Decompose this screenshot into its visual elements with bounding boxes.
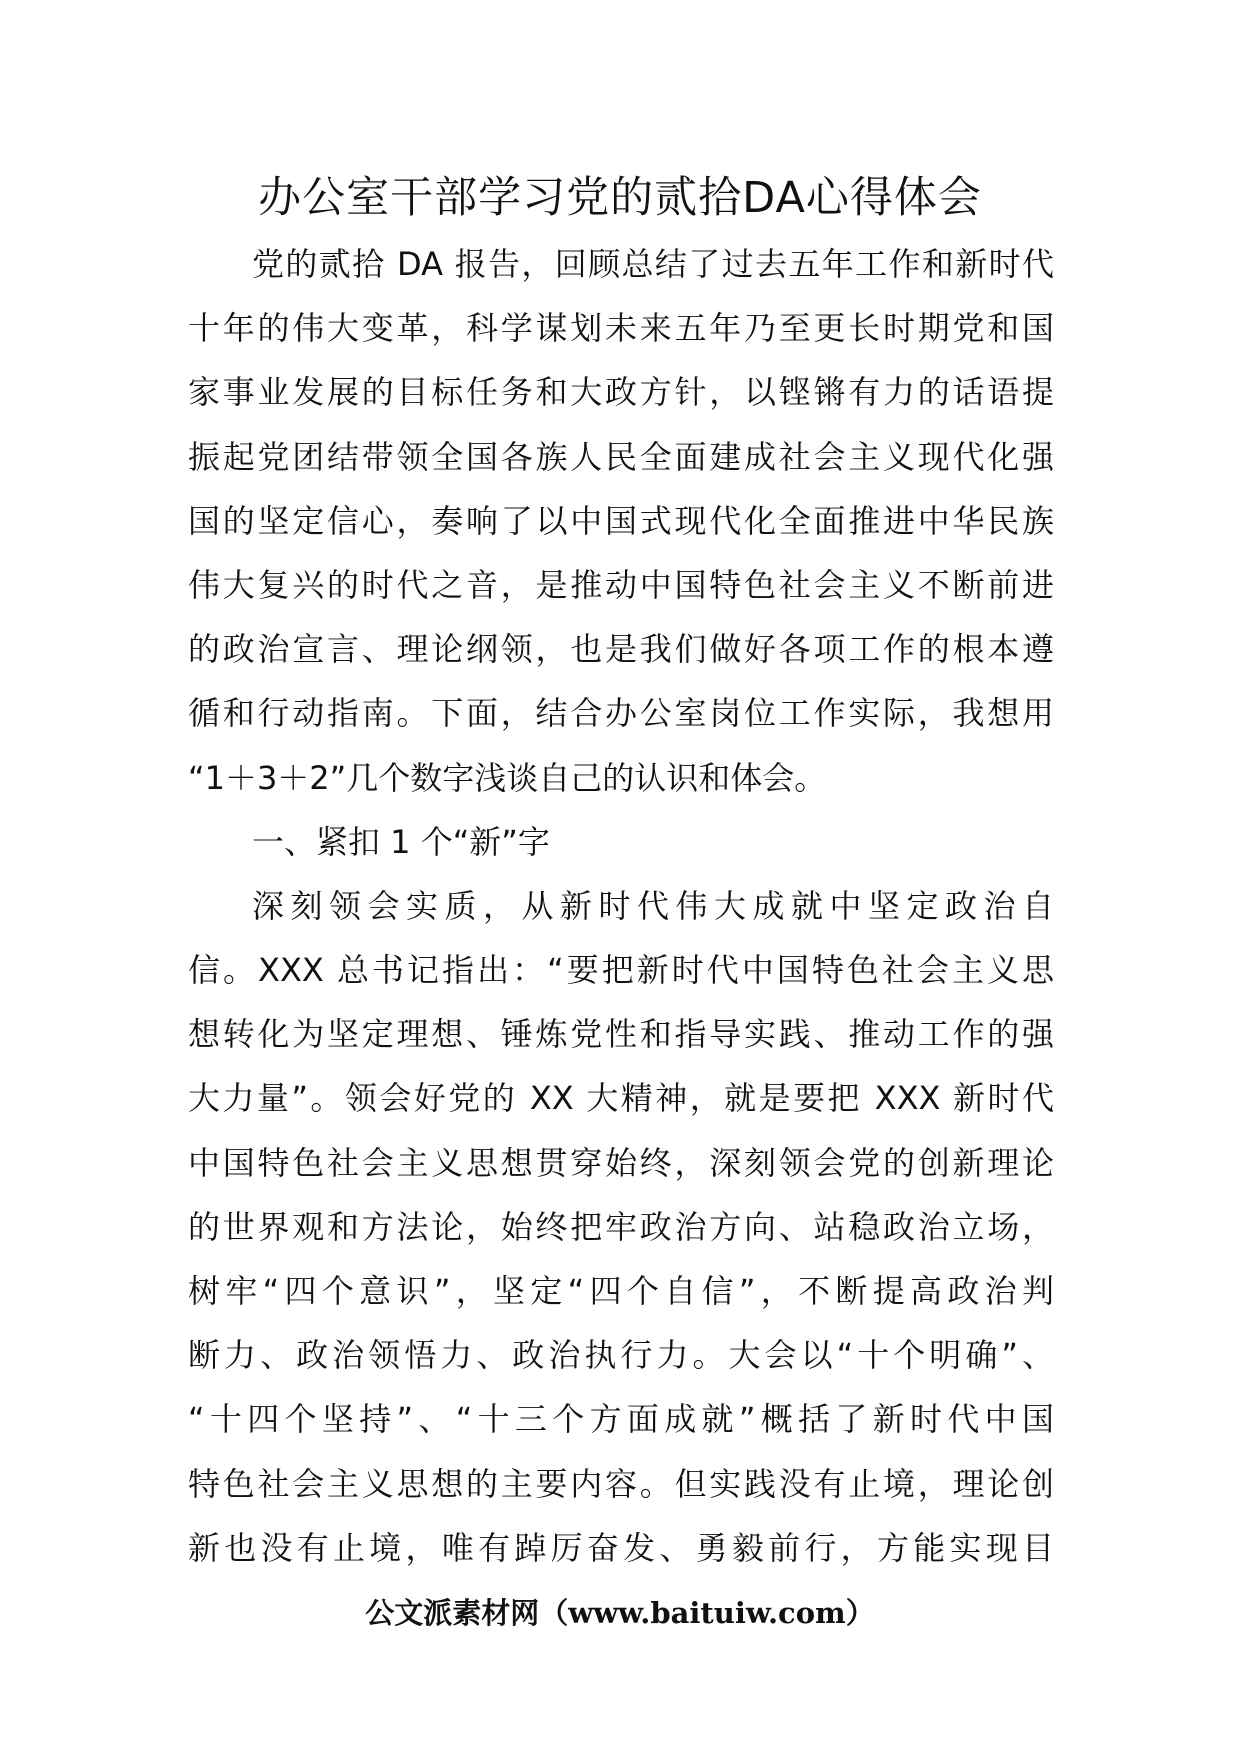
paragraph-line: “十四个坚持”、“十三个方面成就”概括了新时代中国 [188,1400,1054,1439]
paragraph-line: 的世界观和方法论，始终把牢政治方向、站稳政治立场， [188,1207,1054,1246]
document-title: 办公室干部学习党的贰拾DA心得体会 [258,173,982,223]
paragraph-line: 中国特色社会主义思想贯穿始终，深刻领会党的创新理论 [188,1143,1054,1182]
paragraph-line: 新也没有止境，唯有踔厉奋发、勇毅前行，方能实现目 [188,1528,1054,1567]
paragraph-line: 伟大复兴的时代之音，是推动中国特色社会主义不断前进 [188,565,1054,604]
paragraph-line: 十年的伟大变革，科学谋划未来五年乃至更长时期党和国 [188,309,1054,348]
paragraph-line: 的政治宣言、理论纲领，也是我们做好各项工作的根本遵 [188,630,1054,669]
document-body [188,232,1054,1580]
paragraph-line: 断力、政治领悟力、政治执行力。大会以“十个明确”、 [188,1336,1054,1375]
paragraph-line: “1＋3＋2”几个数字浅谈自己的认识和体会。 [188,758,827,797]
paragraph-line: 国的坚定信心，奏响了以中国式现代化全面推进中华民族 [188,501,1054,540]
paragraph-line: 深刻领会实质，从新时代伟大成就中坚定政治自 [252,886,1054,925]
section-heading: 一、紧扣 1 个“新”字 [252,822,550,861]
paragraph-line: 信。XXX 总书记指出：“要把新时代中国特色社会主义思 [188,951,1054,990]
paragraph-line: 树牢“四个意识”，坚定“四个自信”，不断提高政治判 [188,1272,1054,1310]
paragraph-line: 党的贰拾 DA 报告，回顾总结了过去五年工作和新时代 [252,245,1054,283]
paragraph-line: 家事业发展的目标任务和大政方针，以铿锵有力的话语提 [188,373,1054,412]
paragraph-line: 特色社会主义思想的主要内容。但实践没有止境，理论创 [188,1464,1054,1503]
paragraph-line: 大力量”。领会好党的 XX 大精神，就是要把 XXX 新时代 [188,1079,1054,1118]
footer-watermark: 公文派素材网（www.baituiw.com） [365,1596,875,1630]
paragraph-line: 循和行动指南。下面，结合办公室岗位工作实际，我想用 [188,694,1054,733]
paragraph-line: 想转化为坚定理想、锤炼党性和指导实践、推动工作的强 [188,1015,1054,1054]
paragraph-line: 振起党团结带领全国各族人民全面建成社会主义现代化强 [188,437,1054,476]
